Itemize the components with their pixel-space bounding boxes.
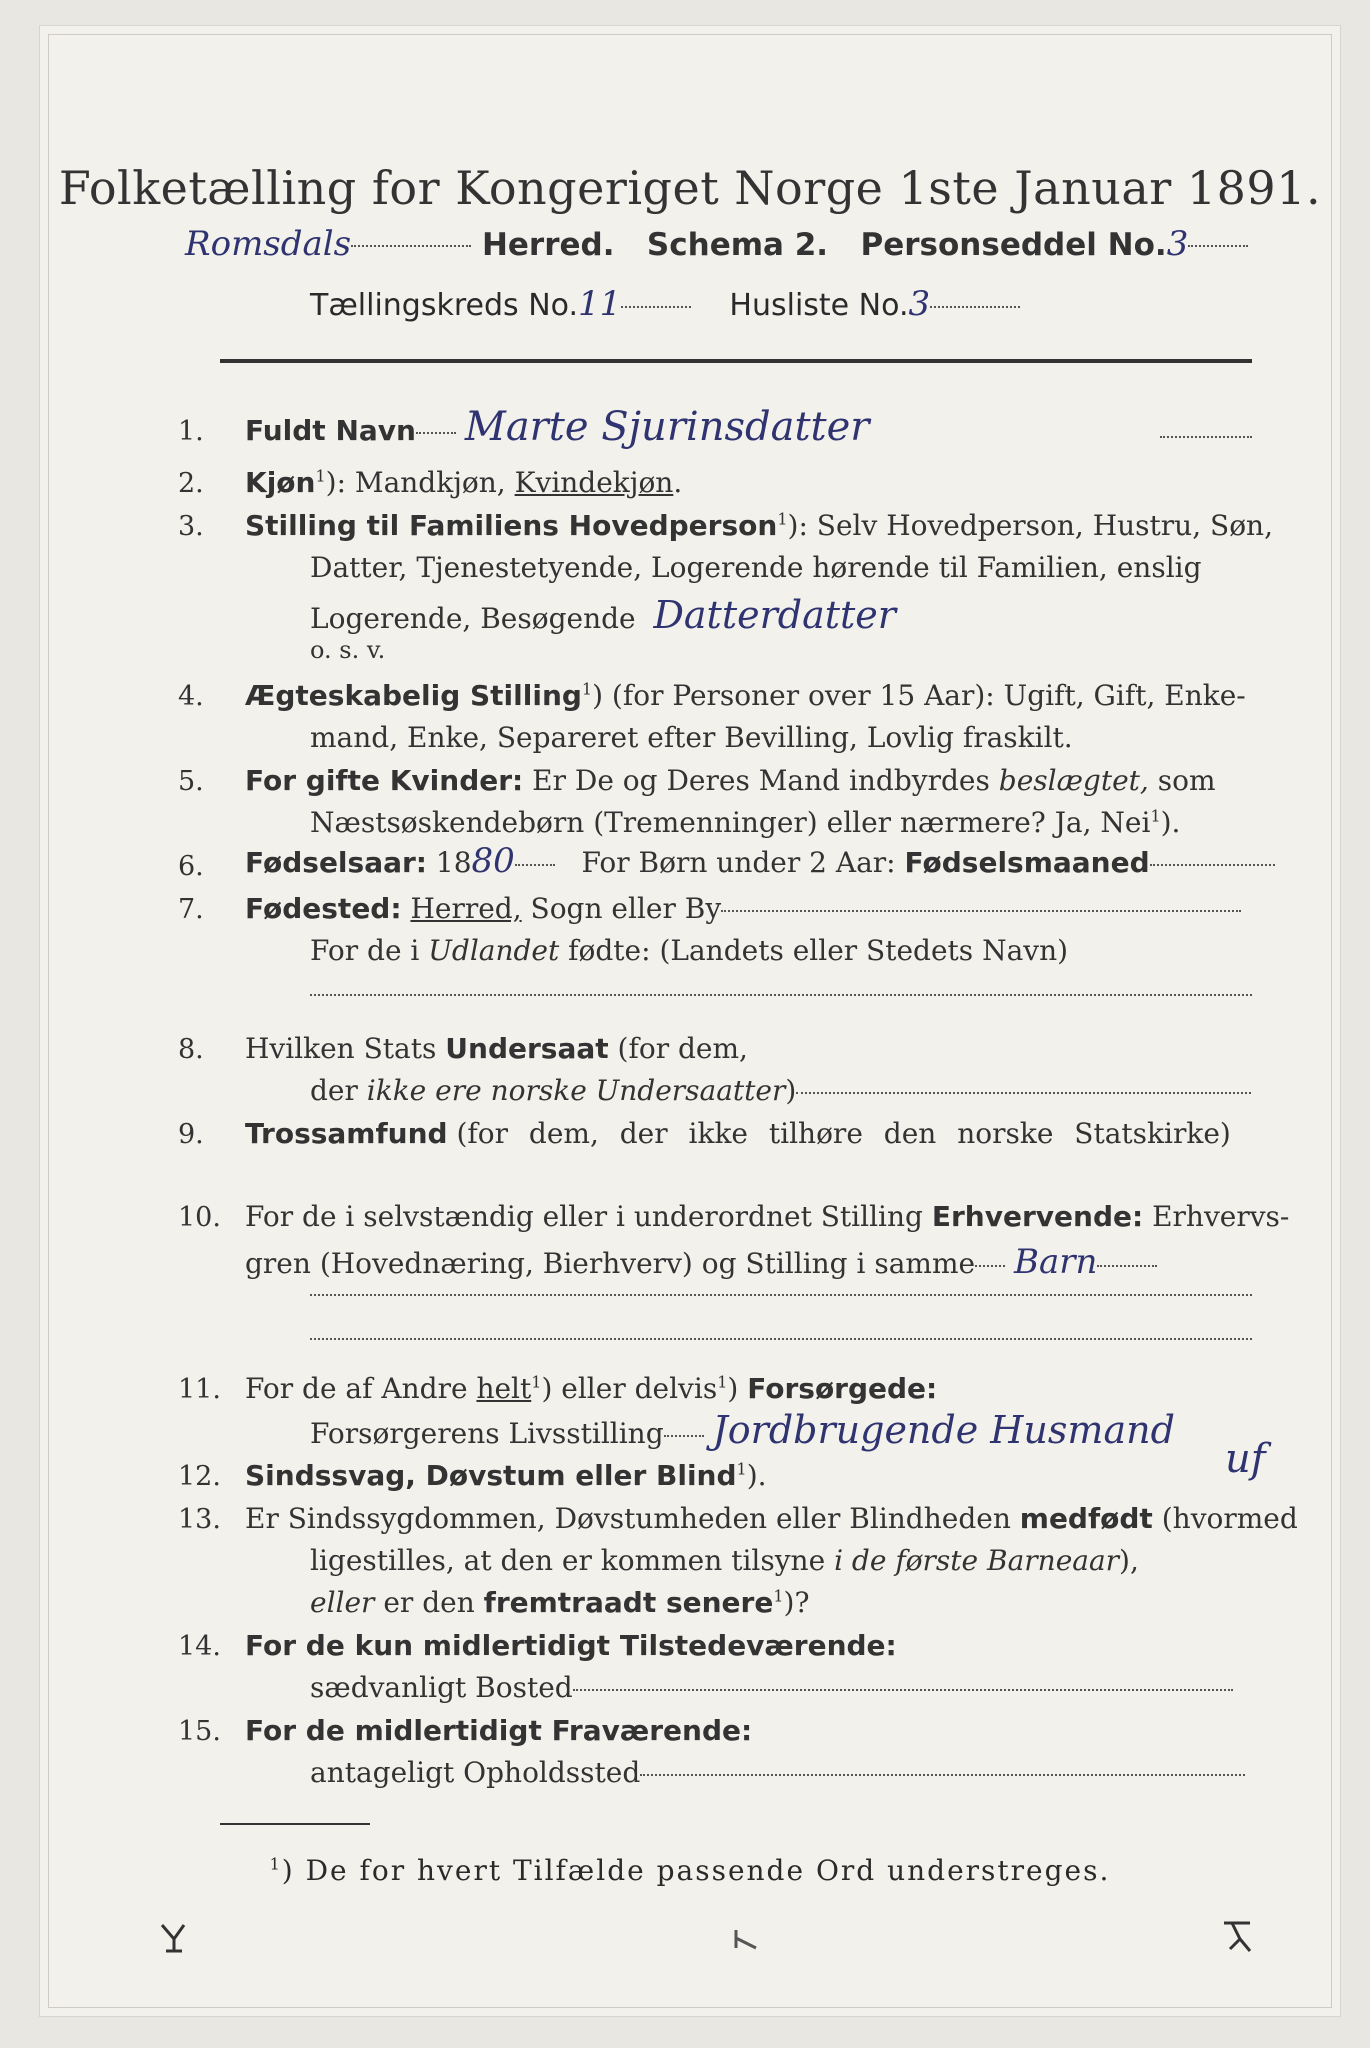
q4-options-1: ) (for Personer over 15 Aar): Ugift, Gift, Enke-: [592, 679, 1246, 712]
registration-mark-left: [158, 1921, 188, 1955]
q10-text-end: Erhvervs-: [1152, 1200, 1290, 1233]
q7-line2: [310, 934, 1068, 967]
q5-label: For gifte Kvinder:: [245, 764, 524, 797]
header-line-krets: [310, 284, 1020, 324]
q13-number: 13.: [178, 1504, 221, 1535]
q13-line1: [245, 1502, 1298, 1535]
q12-number: 12.: [178, 1461, 221, 1492]
footnote-ref: 1: [315, 466, 326, 486]
footnote-ref: 1: [269, 1854, 282, 1874]
form-sheet: [40, 26, 1340, 2016]
q8-text-end: (for dem,: [617, 1032, 748, 1065]
q11-selected-option: helt: [476, 1372, 532, 1405]
footnote-text: ) De for hvert Tilfælde passende Ord understreges.: [281, 1854, 1111, 1887]
q3-line1: [245, 509, 1273, 542]
q9-text: (for dem, der ikke tilhøre den norske Statskirke): [456, 1117, 1231, 1150]
q8-italic: ikke ere norske Undersaatter: [366, 1074, 786, 1107]
q15-line1: [245, 1714, 752, 1747]
q5-line1: [245, 764, 1216, 797]
footnote-ref: 1: [736, 1459, 747, 1479]
registration-mark-center: [730, 1924, 760, 1954]
q2-row: [245, 466, 682, 499]
q11-line2: [310, 1408, 1175, 1452]
q1-name-handwriting: Marte Sjurinsdatter: [464, 404, 870, 450]
q14-number: 14.: [178, 1631, 221, 1662]
dotted-fill: [1097, 1265, 1157, 1267]
dotted-fill: [621, 306, 691, 308]
q10-number: 10.: [178, 1202, 221, 1233]
q6-label: Fødselsaar:: [245, 846, 427, 879]
dotted-fill: [351, 245, 471, 247]
q11-text-2: Forsørgerens Livsstilling: [310, 1417, 664, 1450]
q13-text-2b: ),: [1119, 1544, 1139, 1577]
q13-label: medfødt: [1019, 1502, 1153, 1535]
q10-fill-line-2: [310, 1338, 1252, 1340]
dotted-fill: [640, 1774, 1245, 1776]
q5-text-end: som: [1157, 764, 1216, 797]
q14-text-2: sædvanligt Bosted: [310, 1671, 573, 1704]
q12-row: [245, 1459, 767, 1492]
q10-text-2: gren (Hovednæring, Bierhverv) og Stilling i samme: [245, 1247, 976, 1280]
q15-text-2: antageligt Opholdssted: [310, 1756, 641, 1789]
footnote: [40, 1854, 1340, 1887]
q2-number: 2.: [178, 468, 204, 499]
q12-end: ).: [746, 1459, 767, 1492]
header-line-herred: [185, 224, 1248, 264]
q11-number: 11.: [178, 1374, 221, 1405]
footnote-ref: 1: [1150, 806, 1161, 826]
dotted-fill: [1188, 245, 1248, 247]
herred-handwriting: Romsdals: [185, 224, 352, 264]
q13-text-3b: )?: [783, 1586, 810, 1619]
q7-text-2a: For de i: [310, 934, 420, 967]
q2-end: .: [673, 466, 683, 499]
q5-number: 5.: [178, 766, 204, 797]
q7-italic: Udlandet: [428, 934, 560, 967]
q1-fill-line: [1160, 436, 1252, 438]
q3-number: 3.: [178, 511, 204, 542]
q8-label: Undersaat: [445, 1032, 609, 1065]
q13-line2: [310, 1544, 1139, 1577]
q1-number: 1.: [178, 416, 204, 447]
q4-number: 4.: [178, 681, 204, 712]
q6-number: 6.: [178, 851, 204, 882]
q8-text: Hvilken Stats: [245, 1032, 437, 1065]
form-title: Folketælling for Kongeriget Norge 1ste Januar 1891.: [58, 161, 1322, 215]
q6-label-2: Fødselsmaaned: [904, 846, 1150, 879]
q15-number: 15.: [178, 1716, 221, 1747]
krets-label: Tællingskreds No.: [310, 288, 578, 323]
q1-label: Fuldt Navn: [245, 414, 416, 447]
q7-line1: [245, 892, 1241, 925]
q10-label: Erhvervende:: [931, 1200, 1144, 1233]
krets-handwriting: 11: [578, 284, 622, 324]
q5-italic: beslægtet,: [998, 764, 1149, 797]
footnote-ref: 1: [777, 509, 788, 529]
q10-handwriting: Barn: [1014, 1242, 1098, 1282]
husliste-handwriting: 3: [908, 284, 931, 324]
q11-line1: [245, 1372, 937, 1405]
herred-label: Herred.: [481, 227, 615, 263]
dotted-fill: [721, 910, 1241, 912]
q4-label: Ægteskabelig Stilling: [245, 679, 582, 712]
q7-text: Sogn eller By: [530, 892, 722, 925]
q11-text-c: ): [727, 1372, 739, 1405]
q11-label: Forsørgede:: [747, 1372, 938, 1405]
q6-text: For Børn under 2 Aar:: [581, 846, 896, 879]
q1-row: [245, 404, 869, 450]
q8-line2: [310, 1074, 1251, 1107]
sheet-border: [48, 34, 1332, 2008]
q14-label: For de kun midlertidigt Tilstedeværende:: [245, 1629, 897, 1662]
q13-italic: i de første Barneaar: [834, 1544, 1120, 1577]
margin-note-handwriting: uf: [1225, 1436, 1266, 1482]
q10-fill-line-1: [310, 1294, 1252, 1296]
q14-line2: [310, 1671, 1233, 1704]
q3-options-1: ): Selv Hovedperson, Hustru, Søn,: [787, 509, 1273, 542]
q2-options: ): Mandkjøn,: [325, 466, 515, 499]
q11-handwriting: Jordbrugende Husmand: [712, 1408, 1175, 1452]
dotted-fill: [975, 1265, 1005, 1267]
q10-line1: [245, 1200, 1289, 1233]
q2-selected-option: Kvindekjøn: [514, 466, 674, 499]
q6-row: [245, 841, 1275, 881]
q10-line2: [245, 1242, 1157, 1282]
dotted-fill: [1150, 864, 1275, 866]
q3-line3: [310, 593, 896, 637]
q14-line1: [245, 1629, 897, 1662]
q5-text-2-end: ).: [1160, 806, 1181, 839]
q3-options-3: Logerende, Besøgende: [310, 602, 636, 635]
dotted-fill: [416, 432, 456, 434]
q5-text: Er De og Deres Mand indbyrdes: [532, 764, 990, 797]
dotted-fill: [664, 1435, 704, 1437]
q9-row: [245, 1117, 1231, 1150]
q5-line2: [310, 806, 1180, 839]
q13-line3: [310, 1586, 809, 1619]
q11-text-b: ) eller delvis: [541, 1372, 718, 1405]
q10-text: For de i selvstændig eller i underordnet Stilling: [245, 1200, 923, 1233]
q6-year-prefix: 18: [435, 846, 472, 879]
q8-number: 8.: [178, 1034, 204, 1065]
registration-mark-right: [1220, 1919, 1254, 1955]
footnote-ref: 1: [581, 679, 593, 699]
husliste-label: Husliste No.: [729, 288, 909, 323]
dotted-fill: [796, 1092, 1251, 1094]
q6-year-handwriting: 80: [471, 841, 515, 881]
q13-text-3a: er den: [383, 1586, 475, 1619]
q15-line2: [310, 1756, 1245, 1789]
personseddel-handwriting: 3: [1166, 224, 1189, 264]
q4-line2: mand, Enke, Separeret efter Bevilling, Lovlig fraskilt.: [310, 721, 1073, 754]
footnote-ref: 1: [717, 1372, 728, 1392]
q7-selected-option: Herred,: [410, 892, 522, 925]
q2-label: Kjøn: [245, 466, 316, 499]
q11-text: For de af Andre: [245, 1372, 468, 1405]
q4-line1: [245, 679, 1246, 712]
q8-text-2a: der: [310, 1074, 358, 1107]
footnote-ref: 1: [773, 1586, 784, 1606]
q8-text-2b: ): [785, 1074, 797, 1107]
header-divider: [220, 359, 1252, 363]
footnote-divider: [220, 1823, 370, 1825]
q3-handwriting: Datterdatter: [653, 593, 896, 637]
q7-fill-line: [310, 994, 1252, 996]
dotted-fill: [515, 864, 555, 866]
q13-italic-3: eller: [310, 1586, 375, 1619]
q13-label-3: fremtraadt senere: [483, 1586, 774, 1619]
q12-label: Sindssvag, Døvstum eller Blind: [245, 1459, 737, 1492]
q13-text: Er Sindssygdommen, Døvstumheden eller Blindheden: [245, 1502, 1011, 1535]
q3-line4: o. s. v.: [310, 636, 386, 664]
q13-text-end: (hvormed: [1161, 1502, 1298, 1535]
q7-number: 7.: [178, 894, 204, 925]
footnote-ref: 1: [531, 1372, 542, 1392]
q7-label: Fødested:: [245, 892, 402, 925]
personseddel-label: Personseddel No.: [860, 227, 1167, 263]
dotted-fill: [930, 306, 1020, 308]
q13-text-2a: ligestilles, at den er kommen tilsyne: [310, 1544, 826, 1577]
q3-line2: Datter, Tjenestetyende, Logerende hørende til Familien, enslig: [310, 551, 1202, 584]
q3-label: Stilling til Familiens Hovedperson: [245, 509, 778, 542]
q9-label: Trossamfund: [245, 1117, 448, 1150]
dotted-fill: [573, 1689, 1233, 1691]
q7-text-2b: fødte: (Landets eller Stedets Navn): [568, 934, 1069, 967]
q5-text-2: Næstsøskendebørn (Tremenninger) eller nærmere? Ja, Nei: [310, 806, 1151, 839]
schema-label: Schema 2.: [646, 227, 829, 263]
q9-number: 9.: [178, 1119, 204, 1150]
q15-label: For de midlertidigt Fraværende:: [245, 1714, 753, 1747]
q8-line1: [245, 1032, 748, 1065]
